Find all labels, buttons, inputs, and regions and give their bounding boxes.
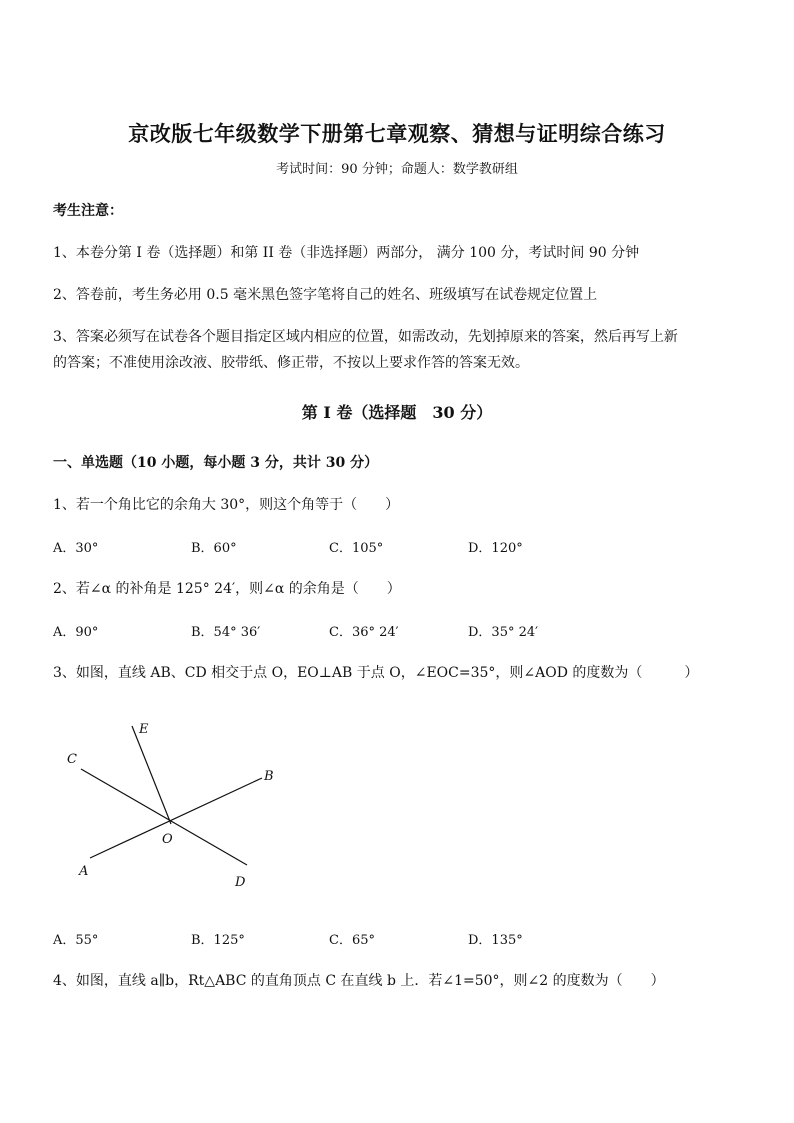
q3-option-b: B．125° <box>191 933 245 948</box>
q2-option-d: D．35° 24′ <box>468 625 539 640</box>
exam-info: 考试时间：90 分钟；命题人：数学教研组 <box>276 162 518 177</box>
label-e: E <box>139 722 149 737</box>
part-title: 一、单选题（10 小题，每小题 3 分，共计 30 分） <box>53 455 379 471</box>
label-a: A <box>79 864 89 879</box>
label-d: D <box>235 875 246 890</box>
notice-item-continued: 的答案；不准使用涂改液、胶带纸、修正带，不按以上要求作答的答案无效。 <box>53 355 529 371</box>
question-3-stem: 3、如图，直线 AB、CD 相交于点 O，EO⊥AB 于点 O，∠EOC=35°，则∠AOD 的度数为（ ） <box>53 665 699 681</box>
question-2-stem: 2、若∠α 的补角是 125° 24′，则∠α 的余角是（ ） <box>53 581 401 597</box>
notice-heading: 考生注意： <box>53 203 123 219</box>
q2-option-c: C．36° 24′ <box>329 625 399 640</box>
question-1-stem: 1、若一个角比它的余角大 30°，则这个角等于（ ） <box>53 497 400 513</box>
q1-option-a: A．30° <box>53 541 99 556</box>
line-ab <box>90 778 262 858</box>
geometry-figure <box>50 700 290 900</box>
label-b: B <box>264 769 274 784</box>
q2-option-a: A．90° <box>53 625 99 640</box>
notice-item: 1、本卷分第 I 卷（选择题）和第 II 卷（非选择题）两部分， 满分 100 分，考试时间 90 分钟 <box>53 245 640 261</box>
page-title: 京改版七年级数学下册第七章观察、猜想与证明综合练习 <box>128 121 666 146</box>
notice-item: 3、答案必须写在试卷各个题目指定区域内相应的位置，如需改动，先划掉原来的答案，然后再写上新 <box>53 329 678 345</box>
q1-option-b: B．60° <box>191 541 237 556</box>
label-c: C <box>67 752 77 767</box>
notice-item: 2、答卷前，考生务必用 0.5 毫米黑色签字笔将自己的姓名、班级填写在试卷规定位置上 <box>53 287 598 303</box>
q3-option-d: D．135° <box>468 933 523 948</box>
q1-option-c: C．105° <box>329 541 384 556</box>
section-title: 第 I 卷（选择题 30 分） <box>301 403 493 422</box>
question-4-stem: 4、如图，直线 a∥b，Rt△ABC 的直角顶点 C 在直线 b 上．若∠1=50°，则∠2 的度数为（ ） <box>53 973 665 989</box>
q2-option-b: B．54° 36′ <box>191 625 261 640</box>
q3-option-c: C．65° <box>329 933 375 948</box>
q1-option-d: D．120° <box>468 541 523 556</box>
label-o: O <box>162 832 173 847</box>
q3-option-a: A．55° <box>53 933 99 948</box>
